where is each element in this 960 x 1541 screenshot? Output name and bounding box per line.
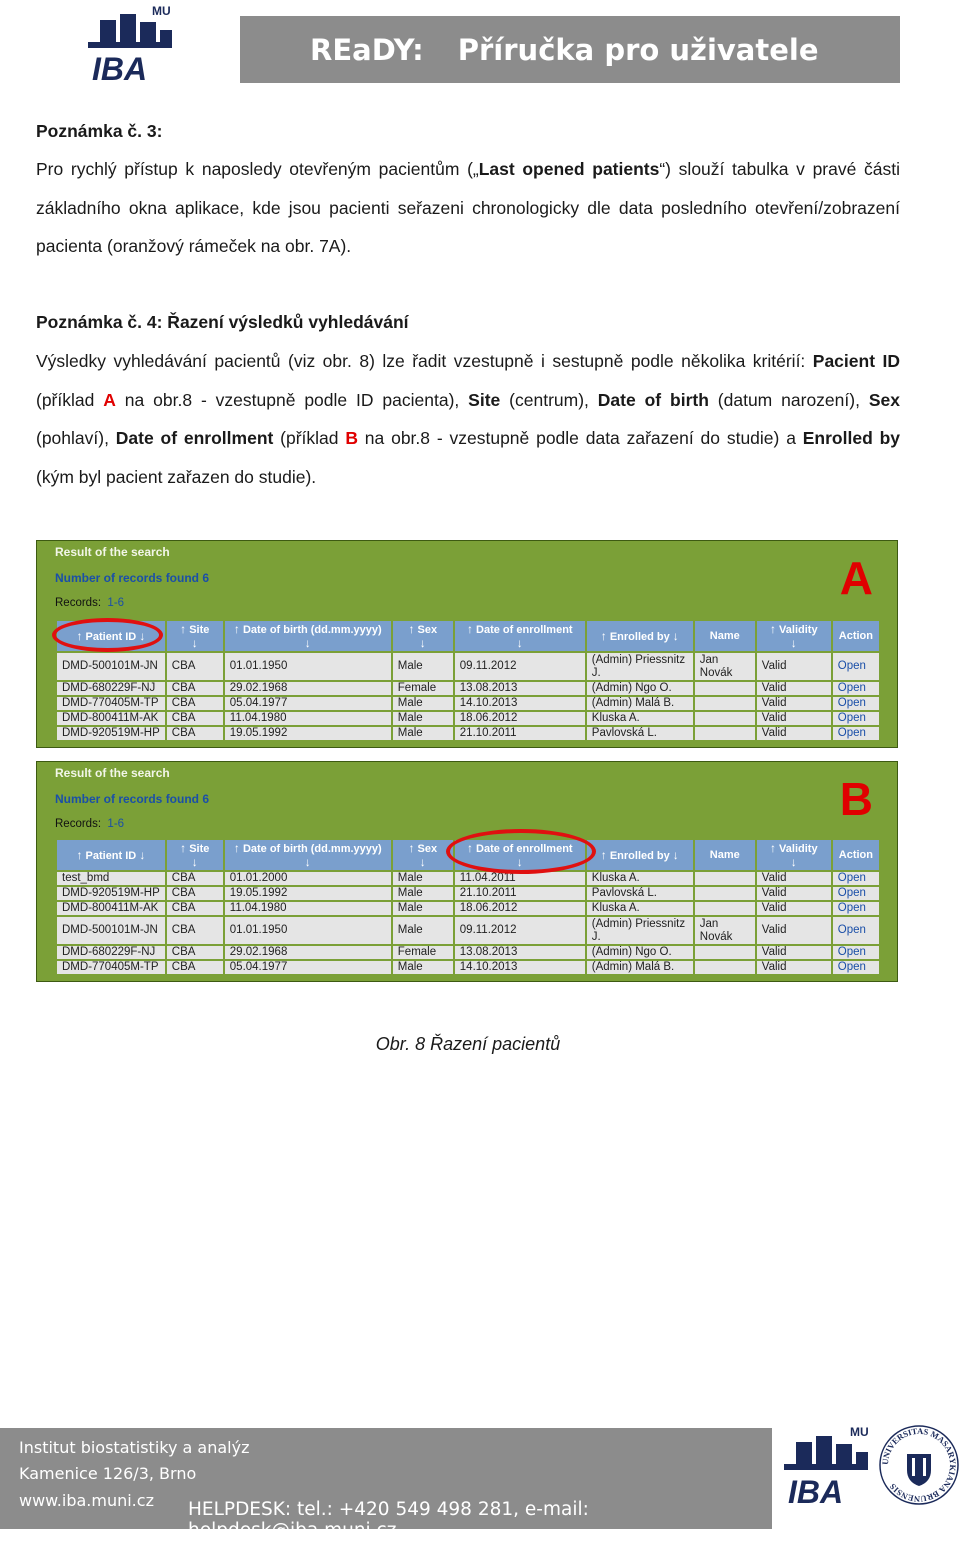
table-cell: 14.10.2013	[454, 960, 586, 975]
title-left: REaDY:	[310, 32, 424, 67]
table-cell	[694, 886, 756, 901]
search-result-panel-b	[36, 761, 898, 982]
column-header-action: Action	[832, 620, 880, 652]
highlight-ring-date-of-enrollment	[446, 829, 596, 874]
seal-text: UNIVERSITAS MASARYKIANA BRUNENSIS	[879, 1425, 959, 1505]
table-cell: 19.05.1992	[224, 886, 392, 901]
open-link[interactable]: Open	[832, 696, 880, 711]
table-cell: (Admin) Malá B.	[586, 960, 694, 975]
column-header-validity[interactable]: ↑ Validity ↓	[756, 839, 832, 871]
table-cell: DMD-770405M-TP	[56, 696, 166, 711]
records-range: Records: 1-6	[55, 818, 125, 830]
table-cell: CBA	[166, 681, 224, 696]
table-cell: CBA	[166, 960, 224, 975]
table-cell: Male	[392, 916, 454, 945]
results-table-a	[55, 619, 881, 742]
result-title: Result of the search	[55, 766, 170, 780]
table-row	[56, 652, 880, 681]
table-cell: 13.08.2013	[454, 945, 586, 960]
table-cell: Pavlovská L.	[586, 886, 694, 901]
table-cell: (Admin) Priessnitz J.	[586, 916, 694, 945]
open-link[interactable]: Open	[832, 681, 880, 696]
table-cell	[694, 960, 756, 975]
masaryk-university-seal	[878, 1424, 960, 1506]
table-cell: Male	[392, 901, 454, 916]
table-cell	[694, 901, 756, 916]
table-cell: CBA	[166, 652, 224, 681]
open-link[interactable]: Open	[832, 726, 880, 741]
table-cell: 11.04.1980	[224, 901, 392, 916]
table-cell: 19.05.1992	[224, 726, 392, 741]
column-header-date-of-enrollment[interactable]: ↑ Date of enrollment ↓	[454, 839, 586, 871]
column-header-validity[interactable]: ↑ Validity ↓	[756, 620, 832, 652]
column-header-action: Action	[832, 839, 880, 871]
table-cell	[694, 711, 756, 726]
table-row	[56, 871, 880, 886]
table-cell: 01.01.2000	[224, 871, 392, 886]
table-cell: 29.02.1968	[224, 681, 392, 696]
table-cell: 18.06.2012	[454, 711, 586, 726]
highlight-ring-patient-id	[52, 618, 163, 652]
table-cell	[694, 696, 756, 711]
table-cell: (Admin) Priessnitz J.	[586, 652, 694, 681]
table-row	[56, 681, 880, 696]
table-cell: 21.10.2011	[454, 726, 586, 741]
table-cell: 05.04.1977	[224, 960, 392, 975]
open-link[interactable]: Open	[832, 945, 880, 960]
example-letter-b: B	[839, 773, 873, 825]
column-header-sex[interactable]: ↑ Sex ↓	[392, 620, 454, 652]
table-cell: Male	[392, 652, 454, 681]
table-cell: (Admin) Malá B.	[586, 696, 694, 711]
table-cell: Valid	[756, 960, 832, 975]
note3-text: Pro rychlý přístup k naposledy otevřeným pacientům („Last opened patients“) slouží tabulka v pravé části základního okna aplikace, kde jsou pacienti seřazeni chronologicky dle data posledního otevření/zobrazení pacienta (oranžový rámeček na obr. 7A).	[36, 159, 900, 256]
table-cell: 18.06.2012	[454, 901, 586, 916]
table-cell: 21.10.2011	[454, 886, 586, 901]
open-link[interactable]: Open	[832, 886, 880, 901]
footer-helpdesk: HELPDESK: tel.: +420 549 498 281, e-mail: helpdesk@iba.muni.cz	[188, 1499, 589, 1541]
table-row	[56, 945, 880, 960]
table-row	[56, 711, 880, 726]
table-cell: (Admin) Ngo O.	[586, 945, 694, 960]
table-cell: CBA	[166, 916, 224, 945]
table-cell: Valid	[756, 681, 832, 696]
open-link[interactable]: Open	[832, 916, 880, 945]
table-cell: (Admin) Ngo O.	[586, 681, 694, 696]
open-link[interactable]: Open	[832, 711, 880, 726]
table-cell: Valid	[756, 696, 832, 711]
footer-website: www.iba.muni.cz	[19, 1491, 154, 1510]
table-cell: CBA	[166, 886, 224, 901]
column-header-patient-id[interactable]: ↑ Patient ID ↓	[56, 620, 166, 652]
column-header-site[interactable]: ↑ Site ↓	[166, 839, 224, 871]
table-cell: Male	[392, 726, 454, 741]
table-cell: Male	[392, 711, 454, 726]
table-row	[56, 916, 880, 945]
table-cell: CBA	[166, 711, 224, 726]
table-cell: Female	[392, 945, 454, 960]
record-count: Number of records found 6	[55, 792, 210, 806]
table-cell: 14.10.2013	[454, 696, 586, 711]
table-cell: DMD-680229F-NJ	[56, 945, 166, 960]
table-cell: DMD-680229F-NJ	[56, 681, 166, 696]
table-cell: DMD-770405M-TP	[56, 960, 166, 975]
table-cell	[694, 681, 756, 696]
table-cell: Valid	[756, 711, 832, 726]
mu-label: MU	[850, 1425, 869, 1439]
table-row	[56, 886, 880, 901]
table-cell: test_bmd	[56, 871, 166, 886]
table-cell: Valid	[756, 945, 832, 960]
column-header-date-of-enrollment[interactable]: ↑ Date of enrollment ↓	[454, 620, 586, 652]
table-cell: Valid	[756, 726, 832, 741]
footer-institute: Institut biostatistiky a analýz	[19, 1438, 250, 1457]
record-count: Number of records found 6	[55, 571, 210, 585]
table-cell: 01.01.1950	[224, 652, 392, 681]
column-header-date-of-birth-dd-mm-yyyy[interactable]: ↑ Date of birth (dd.mm.yyyy) ↓	[224, 620, 392, 652]
note4-heading: Poznámka č. 4: Řazení výsledků vyhledávání	[36, 312, 409, 332]
table-cell: CBA	[166, 945, 224, 960]
table-row	[56, 696, 880, 711]
table-cell: Jan Novák	[694, 652, 756, 681]
table-cell: Kluska A.	[586, 871, 694, 886]
table-cell: 13.08.2013	[454, 681, 586, 696]
table-cell: 09.11.2012	[454, 652, 586, 681]
table-cell: Male	[392, 960, 454, 975]
iba-logo-bottom	[782, 1424, 874, 1508]
column-header-name: Name	[694, 620, 756, 652]
mu-label: MU	[152, 4, 171, 18]
table-cell: CBA	[166, 726, 224, 741]
table-cell: Kluska A.	[586, 901, 694, 916]
table-cell: Jan Novák	[694, 916, 756, 945]
table-cell: CBA	[166, 871, 224, 886]
column-header-enrolled-by[interactable]: ↑ Enrolled by ↓	[586, 839, 694, 871]
table-cell: DMD-920519M-HP	[56, 886, 166, 901]
table-cell: Valid	[756, 916, 832, 945]
footer-bar	[0, 1428, 772, 1541]
last-opened-patients-term: Last opened patients	[478, 159, 660, 179]
table-cell: DMD-800411M-AK	[56, 901, 166, 916]
table-cell: 11.04.2011	[454, 871, 586, 886]
column-header-enrolled-by[interactable]: ↑ Enrolled by ↓	[586, 620, 694, 652]
note3-heading: Poznámka č. 3:	[36, 121, 163, 141]
column-header-patient-id[interactable]: ↑ Patient ID ↓	[56, 839, 166, 871]
table-cell	[694, 871, 756, 886]
table-cell: DMD-920519M-HP	[56, 726, 166, 741]
table-cell	[694, 945, 756, 960]
table-cell: 09.11.2012	[454, 916, 586, 945]
table-cell	[694, 726, 756, 741]
table-row	[56, 901, 880, 916]
records-range: Records: 1-6	[55, 597, 125, 609]
open-link[interactable]: Open	[832, 960, 880, 975]
open-link[interactable]: Open	[832, 652, 880, 681]
table-cell: DMD-500101M-JN	[56, 652, 166, 681]
open-link[interactable]: Open	[832, 901, 880, 916]
table-cell: CBA	[166, 696, 224, 711]
table-cell: DMD-500101M-JN	[56, 916, 166, 945]
search-result-panel-a	[36, 540, 898, 748]
figure-caption: Obr. 8 Řazení pacientů	[375, 1034, 561, 1054]
example-letter-a: A	[839, 552, 873, 604]
table-cell: Valid	[756, 871, 832, 886]
column-header-name: Name	[694, 839, 756, 871]
table-cell: Valid	[756, 901, 832, 916]
table-cell: Pavlovská L.	[586, 726, 694, 741]
iba-logo-top	[86, 4, 178, 84]
table-cell: Kluska A.	[586, 711, 694, 726]
table-cell: DMD-800411M-AK	[56, 711, 166, 726]
table-cell: 05.04.1977	[224, 696, 392, 711]
table-cell: Male	[392, 886, 454, 901]
table-cell: Male	[392, 696, 454, 711]
table-cell: Male	[392, 871, 454, 886]
column-header-site[interactable]: ↑ Site ↓	[166, 620, 224, 652]
column-header-date-of-birth-dd-mm-yyyy[interactable]: ↑ Date of birth (dd.mm.yyyy) ↓	[224, 839, 392, 871]
table-cell: Valid	[756, 886, 832, 901]
table-cell: Female	[392, 681, 454, 696]
table-row	[56, 960, 880, 975]
result-title: Result of the search	[55, 545, 170, 559]
iba-label: IBA	[92, 51, 148, 84]
table-cell: 29.02.1968	[224, 945, 392, 960]
column-header-sex[interactable]: ↑ Sex ↓	[392, 839, 454, 871]
note4-text: Výsledky vyhledávání pacientů (viz obr. 8) lze řadit vzestupně i sestupně podle několika kritérií: Pacient ID (příklad A na obr.8 - vzestupně podle ID pacienta), Site (centrum), Date of birth (datum narození), Sex (pohlaví), Date of enrollment (příklad B na obr.8 - vzestupně podle data zařazení do studie) a Enrolled by (kým byl pacient zařazen do studie).	[36, 351, 901, 487]
iba-label: IBA	[788, 1474, 844, 1508]
table-cell: CBA	[166, 901, 224, 916]
table-row	[56, 726, 880, 741]
title-right: Příručka pro uživatele	[457, 32, 819, 67]
footer-address: Kamenice 126/3, Brno	[19, 1464, 197, 1483]
open-link[interactable]: Open	[832, 871, 880, 886]
table-cell: 11.04.1980	[224, 711, 392, 726]
document-title-bar	[240, 16, 900, 83]
table-cell: 01.01.1950	[224, 916, 392, 945]
table-cell: Valid	[756, 652, 832, 681]
